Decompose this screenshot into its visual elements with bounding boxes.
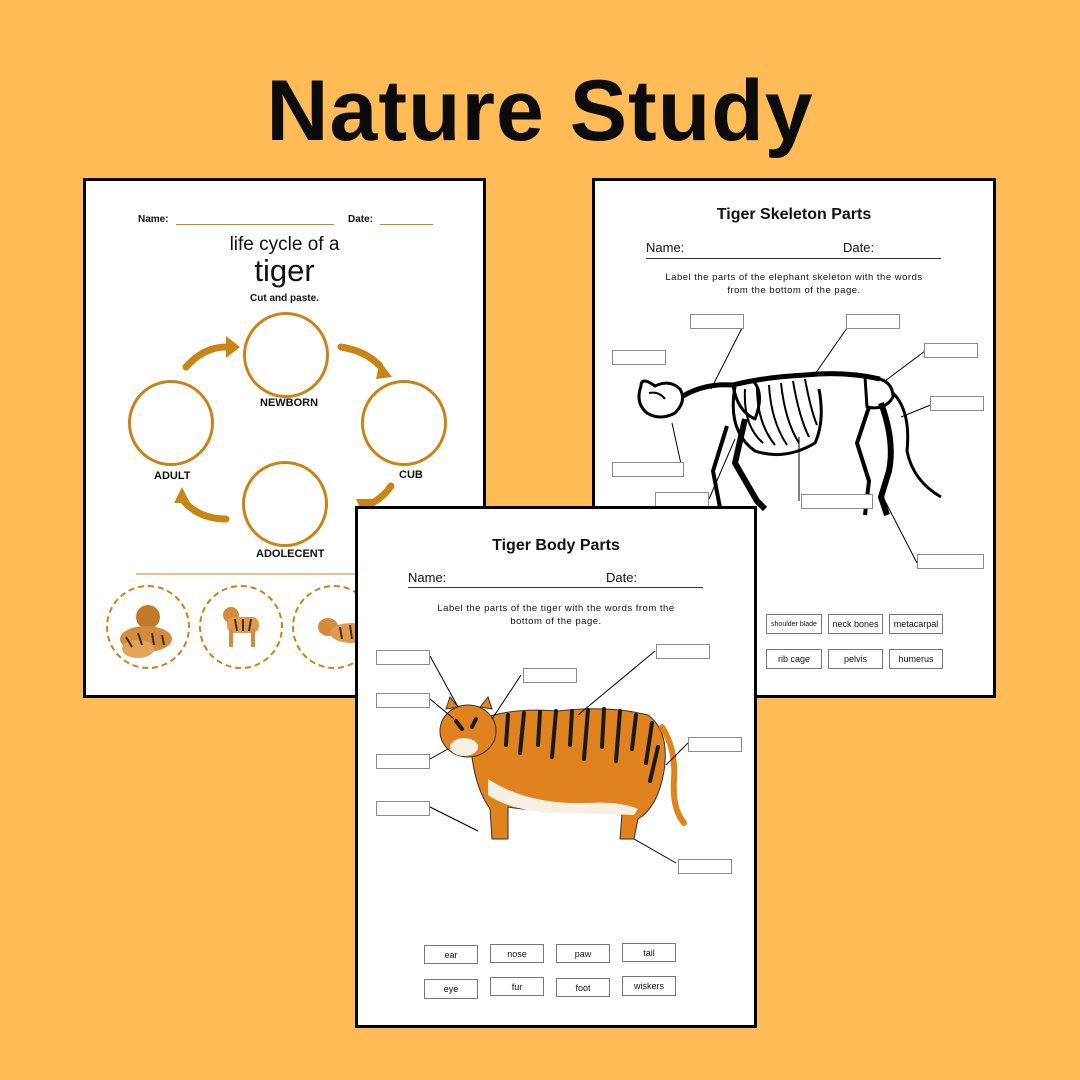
name-label: Name: xyxy=(138,214,169,225)
tiger-photo-cub[interactable] xyxy=(199,585,283,669)
answer-box[interactable] xyxy=(917,554,984,569)
date-label: Date: xyxy=(843,240,875,255)
answer-box[interactable] xyxy=(924,343,978,358)
name-label: Name: xyxy=(646,240,685,255)
answer-box[interactable] xyxy=(801,494,873,509)
name-label: Name: xyxy=(408,570,447,585)
stage-label-cub: CUB xyxy=(399,469,423,481)
tiger-photo-adult[interactable] xyxy=(106,585,190,669)
answer-box[interactable] xyxy=(612,350,666,365)
answer-box[interactable] xyxy=(655,492,709,507)
answer-box[interactable] xyxy=(690,314,744,329)
word-card[interactable]: neck bones xyxy=(828,614,883,634)
word-card[interactable]: paw xyxy=(556,944,610,963)
answer-box[interactable] xyxy=(930,396,984,411)
word-card[interactable]: wiskers xyxy=(622,976,676,996)
answer-box[interactable] xyxy=(678,859,732,874)
instruction-line1: Label the parts of the elephant skeleton with the words xyxy=(665,272,923,283)
answer-box[interactable] xyxy=(376,650,430,665)
word-card[interactable]: metacarpal xyxy=(889,614,943,634)
page-title: Nature Study xyxy=(266,63,814,159)
body-parts-worksheet xyxy=(355,506,757,1028)
stage-label-newborn: NEWBORN xyxy=(260,397,319,409)
word-card[interactable]: tail xyxy=(622,943,676,962)
word-card[interactable]: ear xyxy=(424,945,478,964)
word-card[interactable]: humerus xyxy=(889,649,943,669)
body-parts-title: Tiger Body Parts xyxy=(492,537,620,554)
answer-box[interactable] xyxy=(688,737,742,752)
word-card[interactable]: foot xyxy=(556,978,610,997)
instruction-line2: from the bottom of the page. xyxy=(727,285,861,296)
word-card[interactable]: eye xyxy=(424,979,478,999)
arrow-icon xyxy=(368,486,391,505)
date-label: Date: xyxy=(606,570,638,585)
instruction-line1: Label the parts of the tiger with the words from the xyxy=(437,603,675,614)
arrow-icon xyxy=(186,347,226,367)
heading-line1: life cycle of a xyxy=(229,234,340,255)
instruction-line2: bottom of the page. xyxy=(510,616,602,627)
heading-line2: tiger xyxy=(254,253,315,288)
instruction: Cut and paste. xyxy=(250,293,319,304)
date-label: Date: xyxy=(348,214,374,225)
arrow-icon xyxy=(341,347,380,366)
answer-box[interactable] xyxy=(612,462,684,477)
answer-box[interactable] xyxy=(523,668,577,683)
word-card[interactable]: shoulder blade xyxy=(766,614,822,634)
word-card[interactable]: pelvis xyxy=(828,649,883,669)
skeleton-title: Tiger Skeleton Parts xyxy=(716,206,872,223)
answer-box[interactable] xyxy=(376,693,430,708)
word-card[interactable]: nose xyxy=(490,944,544,963)
stage-label-adolecent: ADOLECENT xyxy=(256,548,325,560)
word-card[interactable]: fur xyxy=(490,977,544,996)
word-card[interactable]: rib cage xyxy=(766,649,822,669)
answer-box[interactable] xyxy=(656,644,710,659)
stage-label-adult: ADULT xyxy=(154,470,191,482)
answer-box[interactable] xyxy=(846,314,900,329)
answer-box[interactable] xyxy=(376,801,430,816)
answer-box[interactable] xyxy=(376,754,430,769)
